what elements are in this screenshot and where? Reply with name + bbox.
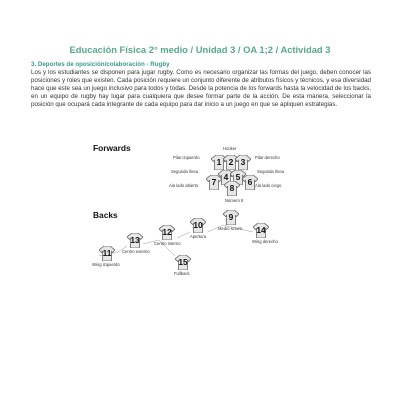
ala-lado-ciego-label: Ala lado ciego: [255, 183, 282, 188]
backs-title: Backs: [93, 210, 118, 220]
wing-izquierdo-label: Wing izquierdo: [92, 262, 120, 267]
jersey-number: 10: [193, 220, 203, 230]
jersey-number: 2: [228, 157, 234, 167]
wing-derecho-label: Wing derecho: [252, 239, 278, 244]
jersey-number: 8: [229, 183, 235, 193]
jersey-number: 9: [228, 212, 234, 222]
back-jersey: [159, 225, 175, 240]
forward-jersey: [206, 175, 222, 190]
centro-interno-label: Centro interno: [154, 241, 181, 246]
forward-jersey: [224, 181, 240, 196]
forward-jersey: [235, 155, 251, 170]
jersey-number: 6: [247, 177, 253, 187]
back-jersey: [127, 233, 143, 248]
back-jersey: [175, 255, 191, 270]
activity-paragraph: Los y los estudiantes se disponen para jugar rugby. Como es necesario organizar las formas del juego, deben conocer las posiciones y roles que existen. Cada posición requiere un conjunto diferente de atributos físicos y técnicos, y esa diversidad hace que este sea un juego inclusivo para todos y todas. Desde la potencia de los forwards hasta la velocidad de los backs, en un equipo de rugby hay lugar para cualquiera que desee formar parte de la acción. De esta manera, seleccionar la posición que ocupará cada integrante de cada equipo para dar inicio a un juego en que se apliquen estrategias.: [31, 69, 371, 109]
ala-lado-abierto-label: Ala lado abierto: [169, 183, 199, 188]
fullback-label: Fullback: [174, 271, 190, 276]
jersey-number: 3: [240, 157, 246, 167]
segunda-linea-right-label: Segunda línea: [257, 169, 285, 174]
medio-scrum-label: Medio scrum: [218, 226, 242, 231]
jersey-number: 14: [256, 225, 266, 235]
jersey-number: 11: [102, 248, 112, 258]
back-jersey: [99, 246, 115, 261]
jersey-number: 1: [216, 157, 222, 167]
document-header: Educación Física 2° medio / Unidad 3 / OA 1;2 / Actividad 3: [69, 44, 331, 55]
pilar-izquierdo-label: Pilar izquierdo: [173, 155, 200, 160]
back-jersey: [253, 223, 269, 238]
section-title: 3. Deportes de oposición/colaboración - Rugby: [31, 61, 170, 68]
jersey-number: 15: [178, 257, 188, 267]
jersey-number: 7: [211, 177, 217, 187]
back-jersey: [190, 218, 206, 233]
segunda-linea-left-label: Segunda línea: [171, 169, 199, 174]
centro-externo-label: Centro externo: [122, 249, 150, 254]
jersey-number: 13: [130, 235, 140, 245]
back-jersey: [223, 210, 239, 225]
pilar-derecho-label: Pilar derecho: [255, 155, 280, 160]
jersey-number: 4: [223, 172, 229, 182]
numero-8-label: Número 8: [225, 198, 244, 203]
rugby-positions-diagram: [85, 140, 295, 280]
forward-jersey: [242, 175, 258, 190]
jersey-number: 12: [162, 227, 172, 237]
hooker-label: Hooker: [223, 146, 237, 151]
forwards-title: Forwards: [93, 143, 131, 153]
apertura-label: Apertura: [190, 234, 207, 239]
jersey-number: 5: [235, 172, 241, 182]
